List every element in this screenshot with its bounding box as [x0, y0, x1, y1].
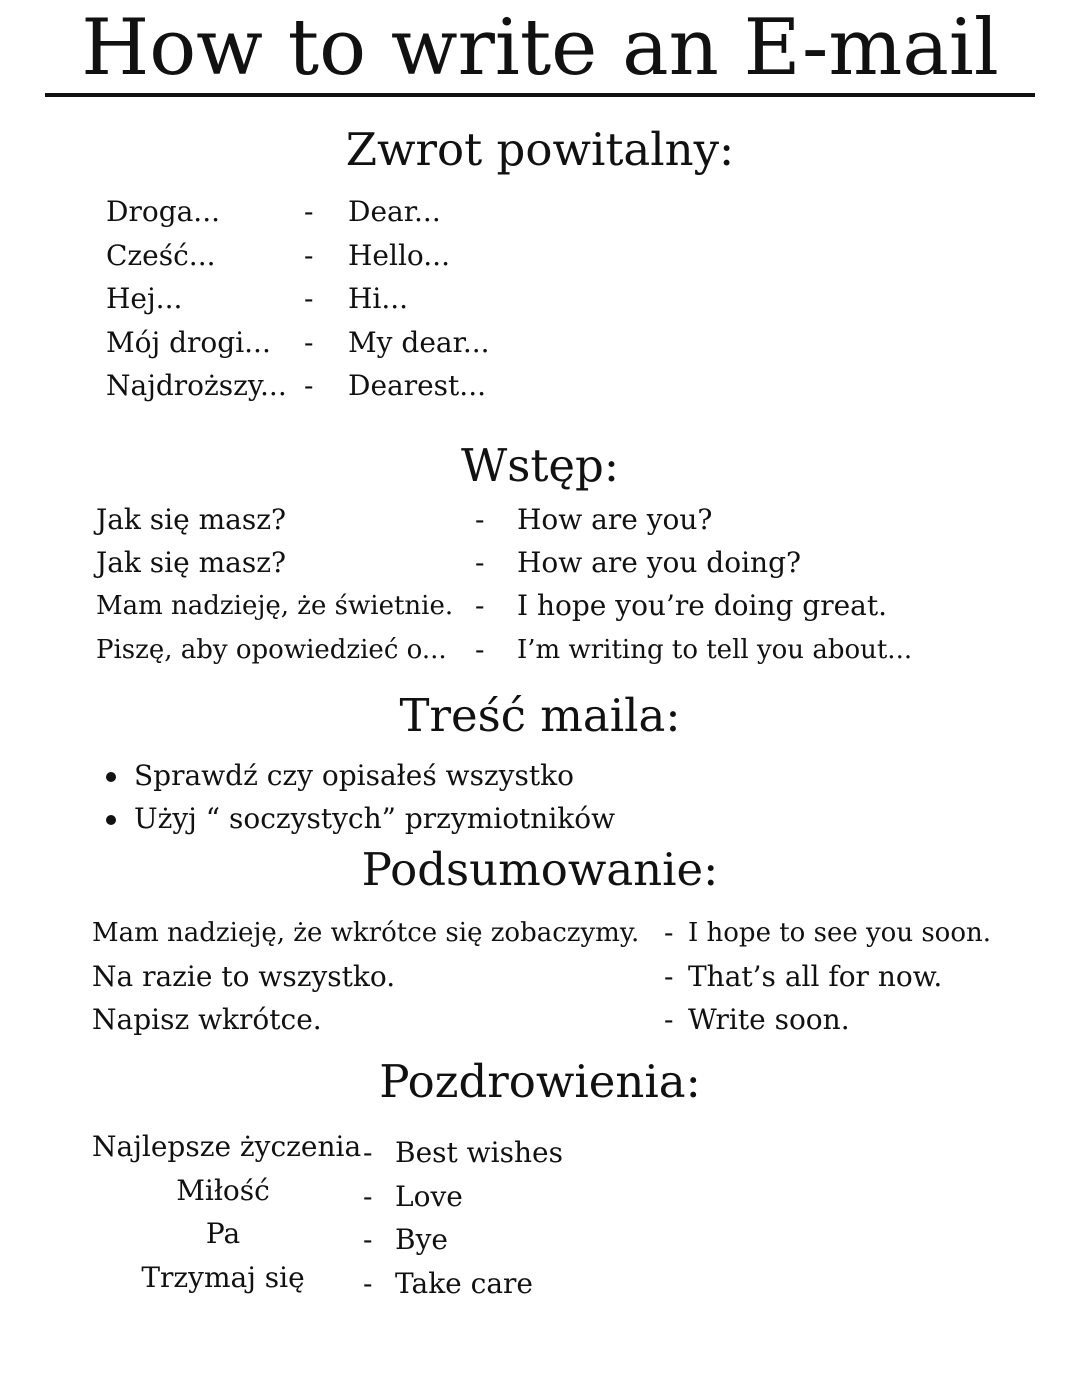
intro-en-1: How are you?: [517, 503, 713, 536]
greeting-dash-5: -: [304, 369, 314, 402]
closing-pl-3: Pa: [205, 1217, 241, 1250]
greeting-heading: Zwrot powitalny:: [345, 123, 735, 176]
closing-dash-2: -: [363, 1180, 373, 1213]
summary-heading: Podsumowanie:: [361, 843, 719, 896]
closing-pl-4: Trzymaj się: [141, 1261, 305, 1294]
intro-dash-2: -: [475, 546, 485, 579]
greeting-dash-2: -: [304, 239, 314, 272]
intro-pl-3: Mam nadzieję, że świetnie.: [96, 591, 454, 621]
summary-en-3: Write soon.: [688, 1003, 850, 1036]
body-tip-1: Sprawdź czy opisałeś wszystko: [100, 758, 615, 801]
intro-en-4: I’m writing to tell you about...: [517, 635, 913, 665]
greeting-pl-5: Najdroższy...: [106, 369, 287, 402]
intro-pl-1: Jak się masz?: [96, 503, 286, 536]
greeting-dash-4: -: [304, 326, 314, 359]
greeting-dash-3: -: [304, 282, 314, 315]
closing-dash-3: -: [363, 1223, 373, 1256]
summary-en-2: That’s all for now.: [688, 960, 943, 993]
summary-dash-2: -: [664, 960, 674, 993]
body-tips-list: [100, 758, 615, 844]
closing-dash-4: -: [363, 1267, 373, 1300]
intro-pl-2: Jak się masz?: [96, 546, 286, 579]
greeting-en-4: My dear...: [348, 326, 490, 359]
summary-pl-3: Napisz wkrótce.: [92, 1003, 322, 1036]
closing-en-4: Take care: [395, 1267, 533, 1300]
summary-pl-2: Na razie to wszystko.: [92, 960, 396, 993]
intro-en-2: How are you doing?: [517, 546, 802, 579]
greeting-en-2: Hello...: [348, 239, 450, 272]
closing-heading: Pozdrowienia:: [379, 1055, 701, 1108]
greeting-en-5: Dearest...: [348, 369, 486, 402]
greeting-pl-1: Droga...: [106, 195, 221, 228]
greeting-pl-3: Hej...: [106, 282, 183, 315]
closing-pl-2: Miłość: [176, 1174, 270, 1207]
greeting-pl-4: Mój drogi...: [106, 326, 271, 359]
greeting-en-1: Dear...: [348, 195, 441, 228]
page-title: How to write an E-mail: [81, 3, 999, 93]
closing-en-1: Best wishes: [395, 1136, 563, 1169]
intro-pl-4: Piszę, aby opowiedzieć o...: [96, 635, 447, 665]
body-tip-2: Użyj “ soczystych” przymiotników: [100, 801, 615, 844]
body-heading: Treść maila:: [399, 689, 681, 742]
intro-heading: Wstęp:: [460, 439, 620, 492]
closing-dash-1: -: [363, 1136, 373, 1169]
greeting-pl-2: Cześć...: [106, 239, 216, 272]
summary-dash-3: -: [664, 1003, 674, 1036]
summary-dash-1: -: [664, 916, 674, 949]
intro-en-3: I hope you’re doing great.: [517, 589, 888, 622]
greeting-en-3: Hi...: [348, 282, 409, 315]
summary-en-1: I hope to see you soon.: [688, 918, 991, 948]
intro-dash-1: -: [475, 503, 485, 536]
closing-en-3: Bye: [395, 1223, 448, 1256]
summary-pl-1: Mam nadzieję, że wkrótce się zobaczymy.: [92, 918, 640, 948]
intro-dash-3: -: [475, 589, 485, 622]
closing-en-2: Love: [395, 1180, 463, 1213]
title-divider: [45, 93, 1035, 97]
closing-pl-1: Najlepsze życzenia: [92, 1130, 362, 1163]
intro-dash-4: -: [475, 633, 485, 666]
greeting-dash-1: -: [304, 195, 314, 228]
